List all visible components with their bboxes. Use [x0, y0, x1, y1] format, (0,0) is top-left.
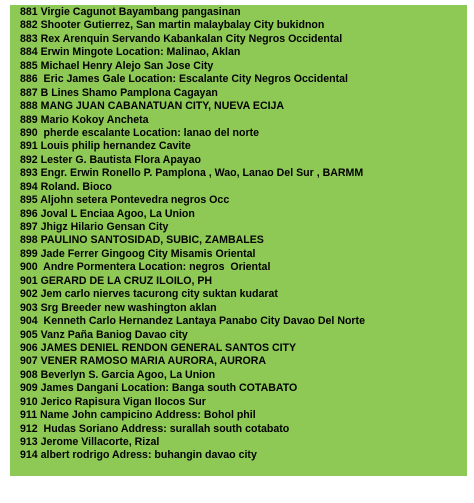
list-item: 895 Aljohn setera Pontevedra negros Occ — [20, 194, 230, 207]
list-item: 902 Jem carlo nierves tacurong city suktan kudarat — [20, 288, 278, 301]
list-item: 905 Vanz Paña Baniog Davao city — [20, 328, 188, 341]
list-item: 890 pherde escalante Location: lanao del norte — [20, 126, 260, 139]
list-item: 893 Engr. Erwin Ronello P. Pamplona , Wao, Lanao Del Sur , BARMM — [20, 167, 364, 180]
list-item: 900 Andre Pormentera Location: negros Oriental — [20, 261, 271, 274]
list-item: 897 Jhigz Hilario Gensan City — [20, 221, 169, 233]
list-item: 889 Mario Kokoy Ancheta — [20, 113, 149, 126]
list-item: 908 Beverlyn S. Garcia Agoo, La Union — [20, 368, 216, 381]
list-item: 910 Jerico Rapisura Vigan Ilocos Sur — [20, 395, 206, 408]
list-item: 901 GERARD DE LA CRUZ ILOILO, PH — [20, 274, 213, 287]
list-item: 887 B Lines Shamo Pamplona Cagayan — [20, 86, 218, 99]
list-item: 894 Roland. Bioco — [20, 180, 112, 193]
list-item: 883 Rex Arenquin Servando Kabankalan City Negros Occidental — [20, 32, 343, 45]
list-item: 913 Jerome Villacorte, Rizal — [20, 436, 160, 448]
list-item: 892 Lester G. Bautista Flora Apayao — [20, 153, 201, 166]
entry-list-panel — [10, 5, 467, 476]
list-item: 907 VENER RAMOSO MARIA AURORA, AURORA — [20, 355, 267, 368]
list-item: 882 Shooter Gutierrez, San martin malaybalay City bukidnon — [20, 19, 325, 32]
list-item: 906 JAMES DENIEL RENDON GENERAL SANTOS CITY — [20, 341, 297, 354]
list-item: 904 Kenneth Carlo Hernandez Lantaya Panabo City Davao Del Norte — [20, 315, 365, 328]
list-item: 896 Joval L Enciaa Agoo, La Union — [20, 207, 195, 220]
list-item: 912 Hudas Soriano Address: surallah south cotabato — [20, 422, 290, 435]
list-item: 886 Eric James Gale Location: Escalante City Negros Occidental — [20, 73, 348, 86]
list-item: 891 Louis philip hernandez Cavite — [20, 140, 191, 153]
list-item: 903 Srg Breeder new washington aklan — [20, 301, 217, 314]
list-item: 911 Name John campicino Address: Bohol phil — [20, 409, 256, 422]
list-item: 899 Jade Ferrer Gingoog City Misamis Oriental — [20, 247, 256, 260]
entry-list — [10, 6, 467, 463]
list-item: 909 James Dangani Location: Banga south COTABATO — [20, 382, 298, 395]
list-item: 914 albert rodrigo Adress: buhangin davao city — [20, 449, 257, 462]
list-item: 884 Erwin Mingote Location: Malinao, Aklan — [20, 46, 241, 59]
list-item: 885 Michael Henry Alejo San Jose City — [20, 59, 214, 72]
list-item: 881 Virgie Cagunot Bayambang pangasinan — [20, 6, 241, 18]
list-item: 888 MANG JUAN CABANATUAN CITY, NUEVA ECIJA — [20, 100, 285, 113]
list-item: 898 PAULINO SANTOSIDAD, SUBIC, ZAMBALES — [20, 234, 264, 247]
